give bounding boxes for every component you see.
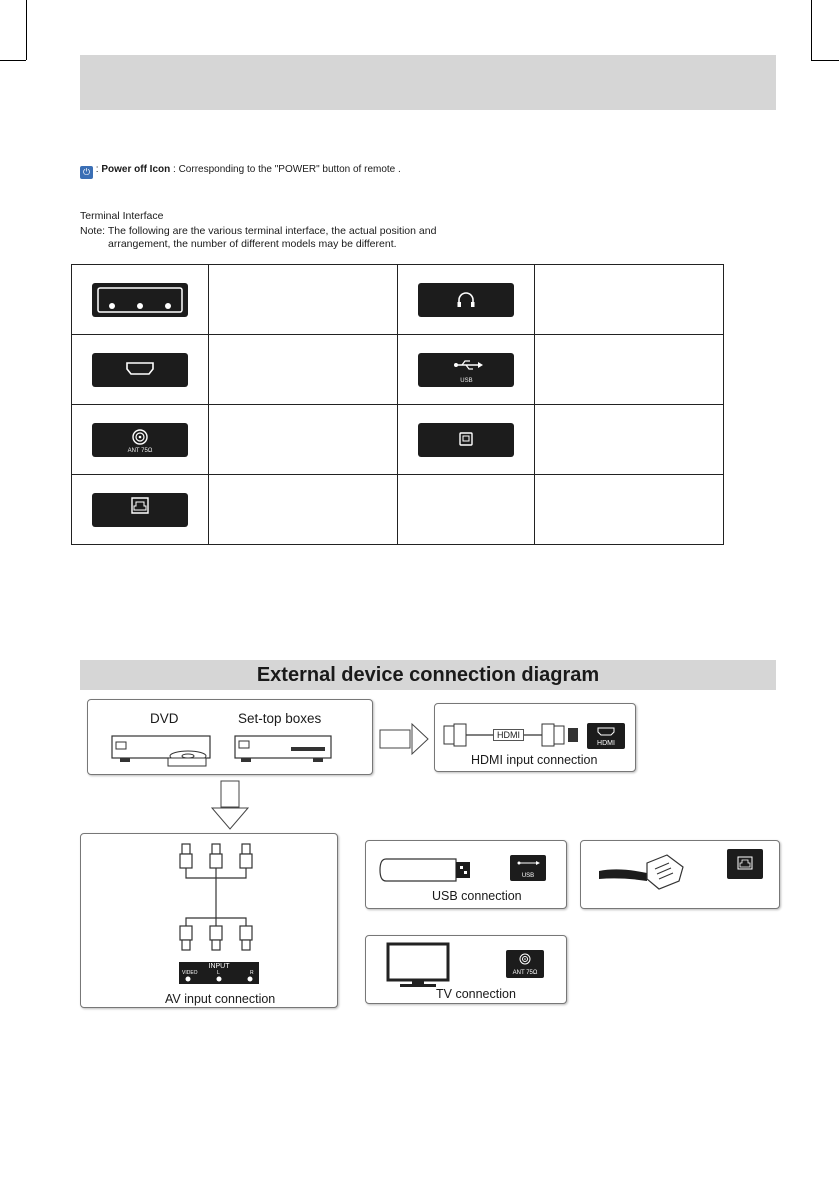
tv-icon bbox=[386, 942, 452, 988]
ant-port-label: ANT 75Ω bbox=[127, 447, 153, 454]
hdmi-port-badge bbox=[587, 723, 625, 749]
cell-empty bbox=[398, 475, 535, 545]
usb-connection-box bbox=[365, 840, 567, 909]
set-top-box-icon bbox=[233, 730, 333, 772]
power-off-line bbox=[80, 164, 401, 179]
usb-symbol-icon bbox=[510, 855, 546, 871]
arrow-right-icon bbox=[378, 722, 430, 758]
av-jacks-icon bbox=[179, 975, 259, 984]
cell-ant-port bbox=[72, 405, 209, 475]
cell-headphone-port bbox=[398, 265, 535, 335]
cell-empty bbox=[208, 335, 398, 405]
cell-av-port bbox=[72, 265, 209, 335]
cell-optical-port bbox=[398, 405, 535, 475]
optical-port-icon bbox=[418, 423, 514, 457]
power-sep: : bbox=[93, 164, 102, 175]
av-port-icon bbox=[92, 283, 188, 317]
antenna-port-icon bbox=[92, 423, 188, 457]
crop-mark-left-v bbox=[26, 0, 27, 60]
dvd-player-icon bbox=[110, 730, 215, 772]
av-cable-diagram bbox=[171, 842, 261, 962]
tv-ant-label: ANT 75Ω bbox=[512, 970, 538, 976]
av-connection-box bbox=[80, 833, 338, 1008]
power-icon: ⏻ bbox=[80, 166, 93, 179]
cell-empty bbox=[535, 405, 724, 475]
usb-port-badge bbox=[510, 855, 546, 881]
crop-mark-right bbox=[811, 60, 839, 61]
hdmi-port-icon bbox=[587, 723, 625, 739]
hdmi-port-label: HDMI bbox=[597, 740, 615, 747]
usb-stick-icon bbox=[378, 853, 478, 887]
cell-usb-port bbox=[398, 335, 535, 405]
av-video-label: VIDEO bbox=[182, 970, 198, 976]
lan-port-icon bbox=[727, 849, 763, 879]
tv-ant-badge bbox=[506, 950, 544, 978]
crop-mark-right-v bbox=[811, 0, 812, 60]
note-line-1: Note: The following are the various terminal interface, the actual position and bbox=[80, 225, 437, 237]
stb-label: Set-top boxes bbox=[238, 711, 322, 726]
av-input-label: INPUT bbox=[208, 963, 230, 970]
header-band bbox=[80, 55, 776, 110]
usb-badge-label: USB bbox=[521, 873, 535, 879]
antenna-port-icon bbox=[506, 950, 544, 968]
lan-connection-box bbox=[580, 840, 780, 909]
cell-hdmi-port bbox=[72, 335, 209, 405]
power-label: Power off Icon bbox=[101, 164, 171, 175]
av-r-label: R bbox=[250, 970, 254, 976]
terminal-table bbox=[71, 264, 724, 545]
cell-empty bbox=[535, 265, 724, 335]
lan-port-icon bbox=[92, 493, 188, 527]
usb-caption: USB connection bbox=[432, 889, 522, 903]
cell-empty bbox=[208, 475, 398, 545]
source-devices-box bbox=[87, 699, 373, 775]
cell-empty bbox=[208, 265, 398, 335]
power-desc: : Corresponding to the "POWER" button of remote . bbox=[170, 164, 401, 175]
usb-port-label: USB bbox=[460, 377, 473, 384]
usb-port-icon bbox=[418, 353, 514, 387]
cell-empty bbox=[208, 405, 398, 475]
lan-cable-icon bbox=[595, 849, 695, 893]
tv-caption: TV connection bbox=[436, 987, 516, 1001]
av-input-panel bbox=[179, 962, 259, 984]
note-line-2: arrangement, the number of different models may be different. bbox=[108, 238, 397, 250]
arrow-down-icon bbox=[210, 779, 250, 831]
crop-mark-left bbox=[0, 60, 26, 61]
hdmi-connection-box bbox=[434, 703, 636, 772]
tv-connection-box bbox=[365, 935, 567, 1004]
hdmi-cable-label: HDMI bbox=[493, 729, 524, 741]
lan-port-badge bbox=[727, 849, 763, 879]
hdmi-caption: HDMI input connection bbox=[471, 753, 598, 767]
av-l-label: L bbox=[217, 970, 220, 976]
dvd-label: DVD bbox=[150, 711, 179, 726]
hdmi-port-icon bbox=[92, 353, 188, 387]
cell-lan-port bbox=[72, 475, 209, 545]
headphone-icon bbox=[418, 283, 514, 317]
cell-empty bbox=[535, 475, 724, 545]
terminal-note bbox=[80, 225, 436, 251]
terminal-title: Terminal Interface bbox=[80, 210, 164, 222]
av-caption: AV input connection bbox=[165, 992, 276, 1006]
cell-empty bbox=[535, 335, 724, 405]
diagram-title: External device connection diagram bbox=[80, 660, 776, 690]
